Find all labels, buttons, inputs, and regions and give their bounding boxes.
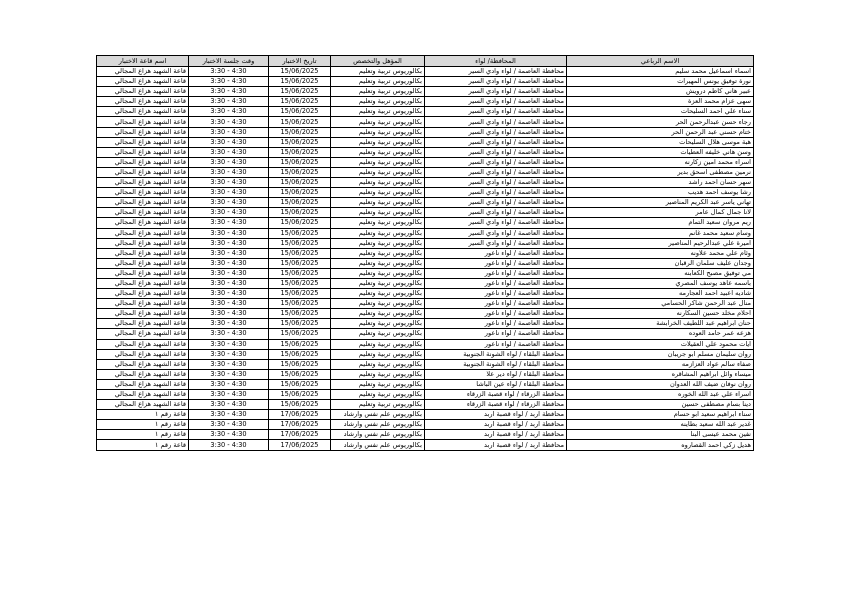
header-governorate: المحافظة/ لواء (425, 56, 567, 67)
cell-hall: قاعة الشهيد هزاع المجالي (97, 127, 189, 137)
cell-qualification: بكالوريوس تربية وتعليم (331, 137, 425, 147)
cell-name: احلام مخلد حسين السكارنه (567, 309, 754, 319)
table-row (97, 127, 754, 137)
cell-hall: قاعة الشهيد هزاع المجالي (97, 208, 189, 218)
cell-session-time: 3:30 - 4:30 (189, 309, 269, 319)
cell-session-time: 3:30 - 4:30 (189, 379, 269, 389)
cell-governorate: محافظة العاصمة / لواء ناعور (425, 289, 567, 299)
cell-exam-date: 15/06/2025 (269, 127, 331, 137)
cell-session-time: 3:30 - 4:30 (189, 278, 269, 288)
cell-governorate: محافظة العاصمة / لواء وادي السير (425, 218, 567, 228)
cell-exam-date: 17/06/2025 (269, 430, 331, 440)
cell-session-time: 3:30 - 4:30 (189, 77, 269, 87)
cell-governorate: محافظة العاصمة / لواء وادي السير (425, 77, 567, 87)
cell-name: هديل زكي احمد القصاروه (567, 440, 754, 450)
cell-hall: قاعة الشهيد هزاع المجالي (97, 309, 189, 319)
cell-hall: قاعة الشهيد هزاع المجالي (97, 107, 189, 117)
cell-name: حنان ابراهيم عبد اللطيف الخرابشة (567, 319, 754, 329)
cell-governorate: محافظة العاصمة / لواء وادي السير (425, 188, 567, 198)
header-session-time: وقت جلسة الاختبار (189, 56, 269, 67)
cell-name: سهر حسان احمد راشد (567, 178, 754, 188)
cell-governorate: محافظة العاصمة / لواء ناعور (425, 248, 567, 258)
table-row (97, 198, 754, 208)
cell-qualification: بكالوريوس تربية وتعليم (331, 77, 425, 87)
cell-session-time: 3:30 - 4:30 (189, 157, 269, 167)
cell-name: روان نوفان ضيف الله العدوان (567, 379, 754, 389)
cell-name: ميساء وائل ابراهيم المشاقره (567, 369, 754, 379)
table-row (97, 359, 754, 369)
cell-qualification: بكالوريوس تربية وتعليم (331, 359, 425, 369)
cell-qualification: بكالوريوس تربية وتعليم (331, 390, 425, 400)
cell-hall: قاعة رقم ١ (97, 420, 189, 430)
cell-governorate: محافظة الزرقاء / لواء قصبة الزرقاء (425, 400, 567, 410)
cell-name: عبير هاني كاظم درويش (567, 87, 754, 97)
cell-governorate: محافظة البلقاء / لواء عين الباشا (425, 379, 567, 389)
cell-governorate: محافظة العاصمة / لواء وادي السير (425, 167, 567, 177)
cell-governorate: محافظة البلقاء / لواء دير علا (425, 369, 567, 379)
cell-qualification: بكالوريوس تربية وتعليم (331, 67, 425, 77)
cell-session-time: 3:30 - 4:30 (189, 440, 269, 450)
cell-governorate: محافظة البلقاء / لواء الشونة الجنوبية (425, 349, 567, 359)
table-row (97, 319, 754, 329)
exam-schedule-table (96, 55, 754, 451)
cell-governorate: محافظة العاصمة / لواء ناعور (425, 309, 567, 319)
table-row (97, 309, 754, 319)
cell-name: سناء ابراهيم سعيد ابو حسام (567, 410, 754, 420)
cell-qualification: بكالوريوس تربية وتعليم (331, 147, 425, 157)
cell-hall: قاعة الشهيد هزاع المجالي (97, 167, 189, 177)
cell-session-time: 3:30 - 4:30 (189, 178, 269, 188)
cell-exam-date: 15/06/2025 (269, 248, 331, 258)
cell-hall: قاعة الشهيد هزاع المجالي (97, 339, 189, 349)
cell-exam-date: 15/06/2025 (269, 359, 331, 369)
cell-governorate: محافظة العاصمة / لواء ناعور (425, 319, 567, 329)
cell-governorate: محافظة العاصمة / لواء وادي السير (425, 238, 567, 248)
cell-qualification: بكالوريوس علم نفس وارشاد (331, 430, 425, 440)
table-row (97, 339, 754, 349)
cell-exam-date: 15/06/2025 (269, 278, 331, 288)
table-row (97, 329, 754, 339)
cell-exam-date: 15/06/2025 (269, 218, 331, 228)
cell-governorate: محافظة العاصمة / لواء ناعور (425, 339, 567, 349)
cell-session-time: 3:30 - 4:30 (189, 359, 269, 369)
cell-exam-date: 15/06/2025 (269, 238, 331, 248)
cell-name: رشا يوسف احمد هديب (567, 188, 754, 198)
cell-qualification: بكالوريوس تربية وتعليم (331, 329, 425, 339)
table-row (97, 379, 754, 389)
cell-governorate: محافظة العاصمة / لواء وادي السير (425, 117, 567, 127)
table-row (97, 420, 754, 430)
cell-governorate: محافظة العاصمة / لواء ناعور (425, 329, 567, 339)
cell-exam-date: 15/06/2025 (269, 67, 331, 77)
cell-exam-date: 15/06/2025 (269, 198, 331, 208)
cell-session-time: 3:30 - 4:30 (189, 390, 269, 400)
table-body (97, 67, 754, 451)
cell-exam-date: 15/06/2025 (269, 390, 331, 400)
cell-governorate: محافظة البلقاء / لواء الشونة الجنوبية (425, 359, 567, 369)
cell-governorate: محافظة العاصمة / لواء ناعور (425, 258, 567, 268)
cell-qualification: بكالوريوس تربية وتعليم (331, 208, 425, 218)
cell-name: نورة توفيق يونس المهيرات (567, 77, 754, 87)
cell-hall: قاعة الشهيد هزاع المجالي (97, 289, 189, 299)
cell-hall: قاعة الشهيد هزاع المجالي (97, 248, 189, 258)
cell-session-time: 3:30 - 4:30 (189, 117, 269, 127)
cell-governorate: محافظة العاصمة / لواء وادي السير (425, 137, 567, 147)
cell-exam-date: 15/06/2025 (269, 319, 331, 329)
cell-qualification: بكالوريوس تربية وتعليم (331, 117, 425, 127)
table-row (97, 299, 754, 309)
cell-exam-date: 15/06/2025 (269, 87, 331, 97)
cell-name: اميرة علي عبدالرحيم المناصير (567, 238, 754, 248)
cell-hall: قاعة الشهيد هزاع المجالي (97, 379, 189, 389)
header-exam-date: تاريخ الاختبار (269, 56, 331, 67)
cell-hall: قاعة الشهيد هزاع المجالي (97, 238, 189, 248)
cell-session-time: 3:30 - 4:30 (189, 420, 269, 430)
cell-exam-date: 15/06/2025 (269, 309, 331, 319)
cell-qualification: بكالوريوس تربية وتعليم (331, 178, 425, 188)
cell-qualification: بكالوريوس تربية وتعليم (331, 167, 425, 177)
cell-exam-date: 15/06/2025 (269, 77, 331, 87)
cell-qualification: بكالوريوس تربية وتعليم (331, 198, 425, 208)
cell-governorate: محافظة العاصمة / لواء ناعور (425, 268, 567, 278)
cell-qualification: بكالوريوس تربية وتعليم (331, 127, 425, 137)
cell-name: نرمين مصطفى اسحق بدير (567, 167, 754, 177)
cell-qualification: بكالوريوس علم نفس وارشاد (331, 440, 425, 450)
cell-qualification: بكالوريوس تربية وتعليم (331, 218, 425, 228)
cell-session-time: 3:30 - 4:30 (189, 238, 269, 248)
cell-session-time: 3:30 - 4:30 (189, 329, 269, 339)
cell-session-time: 3:30 - 4:30 (189, 97, 269, 107)
cell-hall: قاعة الشهيد هزاع المجالي (97, 117, 189, 127)
cell-session-time: 3:30 - 4:30 (189, 258, 269, 268)
cell-session-time: 3:30 - 4:30 (189, 228, 269, 238)
cell-hall: قاعة الشهيد هزاع المجالي (97, 178, 189, 188)
cell-name: رجاء حسن عبدالرحمن الحر (567, 117, 754, 127)
cell-name: هزعه عمر حامد العوده (567, 329, 754, 339)
cell-session-time: 3:30 - 4:30 (189, 67, 269, 77)
cell-exam-date: 15/06/2025 (269, 299, 331, 309)
table-row (97, 228, 754, 238)
table-header-row (97, 56, 754, 67)
cell-qualification: بكالوريوس تربية وتعليم (331, 349, 425, 359)
cell-governorate: محافظة العاصمة / لواء ناعور (425, 278, 567, 288)
table-row (97, 157, 754, 167)
cell-exam-date: 15/06/2025 (269, 137, 331, 147)
table-row (97, 97, 754, 107)
table-row (97, 248, 754, 258)
cell-session-time: 3:30 - 4:30 (189, 127, 269, 137)
cell-session-time: 3:30 - 4:30 (189, 167, 269, 177)
header-qualification: المؤهل والتخصص (331, 56, 425, 67)
cell-qualification: بكالوريوس تربية وتعليم (331, 289, 425, 299)
table-row (97, 400, 754, 410)
cell-name: صفاء سالم عواد العزازمه (567, 359, 754, 369)
cell-governorate: محافظة العاصمة / لواء وادي السير (425, 67, 567, 77)
table-row (97, 238, 754, 248)
cell-hall: قاعة الشهيد هزاع المجالي (97, 400, 189, 410)
cell-exam-date: 15/06/2025 (269, 117, 331, 127)
cell-governorate: محافظة العاصمة / لواء وادي السير (425, 178, 567, 188)
cell-exam-date: 15/06/2025 (269, 97, 331, 107)
cell-governorate: محافظة العاصمة / لواء وادي السير (425, 97, 567, 107)
cell-governorate: محافظة العاصمة / لواء وادي السير (425, 127, 567, 137)
cell-exam-date: 15/06/2025 (269, 147, 331, 157)
table-row (97, 278, 754, 288)
cell-governorate: محافظة العاصمة / لواء وادي السير (425, 228, 567, 238)
cell-hall: قاعة الشهيد هزاع المجالي (97, 349, 189, 359)
cell-hall: قاعة الشهيد هزاع المجالي (97, 359, 189, 369)
cell-session-time: 3:30 - 4:30 (189, 87, 269, 97)
cell-exam-date: 15/06/2025 (269, 167, 331, 177)
cell-session-time: 3:30 - 4:30 (189, 198, 269, 208)
cell-qualification: بكالوريوس تربية وتعليم (331, 107, 425, 117)
cell-hall: قاعة رقم ١ (97, 440, 189, 450)
cell-hall: قاعة الشهيد هزاع المجالي (97, 97, 189, 107)
cell-session-time: 3:30 - 4:30 (189, 410, 269, 420)
cell-hall: قاعة الشهيد هزاع المجالي (97, 188, 189, 198)
table-row (97, 349, 754, 359)
cell-hall: قاعة الشهيد هزاع المجالي (97, 329, 189, 339)
cell-qualification: بكالوريوس تربية وتعليم (331, 379, 425, 389)
table-row (97, 87, 754, 97)
table-row (97, 390, 754, 400)
cell-hall: قاعة الشهيد هزاع المجالي (97, 390, 189, 400)
table-row (97, 430, 754, 440)
table-row (97, 208, 754, 218)
cell-name: ختام حسني عبد الرحمن الحر (567, 127, 754, 137)
cell-exam-date: 15/06/2025 (269, 268, 331, 278)
cell-hall: قاعة الشهيد هزاع المجالي (97, 157, 189, 167)
cell-exam-date: 15/06/2025 (269, 400, 331, 410)
cell-hall: قاعة الشهيد هزاع المجالي (97, 319, 189, 329)
cell-name: سناء علي احمد السليحات (567, 107, 754, 117)
cell-governorate: محافظة اربد / لواء قصبة اربد (425, 430, 567, 440)
cell-qualification: بكالوريوس تربية وتعليم (331, 369, 425, 379)
cell-exam-date: 17/06/2025 (269, 410, 331, 420)
cell-qualification: بكالوريوس تربية وتعليم (331, 278, 425, 288)
cell-qualification: بكالوريوس تربية وتعليم (331, 319, 425, 329)
table-row (97, 167, 754, 177)
cell-hall: قاعة رقم ١ (97, 430, 189, 440)
cell-exam-date: 15/06/2025 (269, 157, 331, 167)
cell-qualification: بكالوريوس تربية وتعليم (331, 248, 425, 258)
header-name: الاسم الرباعي (567, 56, 754, 67)
cell-session-time: 3:30 - 4:30 (189, 299, 269, 309)
cell-session-time: 3:30 - 4:30 (189, 289, 269, 299)
table-row (97, 117, 754, 127)
cell-hall: قاعة الشهيد هزاع المجالي (97, 369, 189, 379)
table-row (97, 369, 754, 379)
cell-exam-date: 15/06/2025 (269, 369, 331, 379)
cell-qualification: بكالوريوس تربية وتعليم (331, 97, 425, 107)
cell-session-time: 3:30 - 4:30 (189, 268, 269, 278)
cell-hall: قاعة الشهيد هزاع المجالي (97, 147, 189, 157)
cell-governorate: محافظة العاصمة / لواء ناعور (425, 299, 567, 309)
cell-exam-date: 15/06/2025 (269, 178, 331, 188)
cell-governorate: محافظة اربد / لواء قصبة اربد (425, 440, 567, 450)
cell-name: تهاني ياسر عبد الكريم المناصير (567, 198, 754, 208)
cell-session-time: 3:30 - 4:30 (189, 349, 269, 359)
cell-name: روان سليمان مسلم ابو جريبان (567, 349, 754, 359)
cell-hall: قاعة الشهيد هزاع المجالي (97, 87, 189, 97)
cell-hall: قاعة الشهيد هزاع المجالي (97, 67, 189, 77)
cell-hall: قاعة الشهيد هزاع المجالي (97, 198, 189, 208)
cell-governorate: محافظة العاصمة / لواء وادي السير (425, 198, 567, 208)
cell-qualification: بكالوريوس تربية وتعليم (331, 339, 425, 349)
cell-exam-date: 15/06/2025 (269, 379, 331, 389)
cell-qualification: بكالوريوس علم نفس وارشاد (331, 410, 425, 420)
cell-qualification: بكالوريوس تربية وتعليم (331, 188, 425, 198)
cell-hall: قاعة الشهيد هزاع المجالي (97, 299, 189, 309)
cell-governorate: محافظة العاصمة / لواء وادي السير (425, 107, 567, 117)
cell-name: ايات محمود علي العقيلات (567, 339, 754, 349)
cell-qualification: بكالوريوس علم نفس وارشاد (331, 420, 425, 430)
cell-governorate: محافظة الزرقاء / لواء قصبة الزرقاء (425, 390, 567, 400)
cell-session-time: 3:30 - 4:30 (189, 400, 269, 410)
cell-name: اسراء محمد امين زكارنه (567, 157, 754, 167)
cell-qualification: بكالوريوس تربية وتعليم (331, 268, 425, 278)
cell-name: وسام سعيد محمد غانم (567, 228, 754, 238)
cell-session-time: 3:30 - 4:30 (189, 137, 269, 147)
cell-name: وسن هاني خليفه العطيات (567, 147, 754, 157)
table-row (97, 77, 754, 87)
cell-hall: قاعة الشهيد هزاع المجالي (97, 218, 189, 228)
table-row (97, 137, 754, 147)
cell-governorate: محافظة اربد / لواء قصبة اربد (425, 410, 567, 420)
cell-name: نفين محمد عيسى البنا (567, 430, 754, 440)
cell-hall: قاعة الشهيد هزاع المجالي (97, 278, 189, 288)
cell-exam-date: 15/06/2025 (269, 289, 331, 299)
cell-hall: قاعة الشهيد هزاع المجالي (97, 228, 189, 238)
cell-exam-date: 15/06/2025 (269, 208, 331, 218)
table-row (97, 67, 754, 77)
cell-exam-date: 15/06/2025 (269, 329, 331, 339)
table-row (97, 188, 754, 198)
cell-exam-date: 17/06/2025 (269, 420, 331, 430)
cell-session-time: 3:30 - 4:30 (189, 208, 269, 218)
cell-session-time: 3:30 - 4:30 (189, 218, 269, 228)
cell-exam-date: 17/06/2025 (269, 440, 331, 450)
cell-exam-date: 15/06/2025 (269, 339, 331, 349)
cell-qualification: بكالوريوس تربية وتعليم (331, 238, 425, 248)
cell-governorate: محافظة العاصمة / لواء وادي السير (425, 157, 567, 167)
cell-name: باسمه عاهد يوسف المصري (567, 278, 754, 288)
cell-hall: قاعة رقم ١ (97, 410, 189, 420)
cell-name: وئام علي محمد علاونه (567, 248, 754, 258)
table-row (97, 147, 754, 157)
cell-name: هبة موسى هلال السليحات (567, 137, 754, 147)
cell-qualification: بكالوريوس تربية وتعليم (331, 228, 425, 238)
table-row (97, 107, 754, 117)
table-row (97, 218, 754, 228)
cell-name: شاديه اعبيد احمد العجارمه (567, 289, 754, 299)
cell-hall: قاعة الشهيد هزاع المجالي (97, 137, 189, 147)
cell-name: سهى عزام محمد العزة (567, 97, 754, 107)
cell-name: وجدان عليف سلمان الرقبان (567, 258, 754, 268)
header-hall: اسم قاعة الاختبار (97, 56, 189, 67)
cell-exam-date: 15/06/2025 (269, 258, 331, 268)
cell-governorate: محافظة العاصمة / لواء وادي السير (425, 208, 567, 218)
cell-qualification: بكالوريوس تربية وتعليم (331, 400, 425, 410)
cell-qualification: بكالوريوس تربية وتعليم (331, 157, 425, 167)
table-row (97, 178, 754, 188)
cell-qualification: بكالوريوس تربية وتعليم (331, 299, 425, 309)
cell-name: دينا بسام مصطفى حسين (567, 400, 754, 410)
cell-hall: قاعة الشهيد هزاع المجالي (97, 268, 189, 278)
cell-session-time: 3:30 - 4:30 (189, 188, 269, 198)
table-row (97, 258, 754, 268)
cell-name: منال عبد الرحمن شاكر الحسامي (567, 299, 754, 309)
cell-qualification: بكالوريوس تربية وتعليم (331, 309, 425, 319)
cell-session-time: 3:30 - 4:30 (189, 248, 269, 258)
cell-name: اسراء علي عبد الله الخوره (567, 390, 754, 400)
cell-session-time: 3:30 - 4:30 (189, 319, 269, 329)
cell-session-time: 3:30 - 4:30 (189, 147, 269, 157)
cell-governorate: محافظة العاصمة / لواء وادي السير (425, 87, 567, 97)
table-row (97, 268, 754, 278)
cell-qualification: بكالوريوس تربية وتعليم (331, 87, 425, 97)
cell-governorate: محافظة اربد / لواء قصبة اربد (425, 420, 567, 430)
cell-hall: قاعة الشهيد هزاع المجالي (97, 258, 189, 268)
cell-name: مي توفيق مصبح الكعابنه (567, 268, 754, 278)
cell-qualification: بكالوريوس تربية وتعليم (331, 258, 425, 268)
cell-session-time: 3:30 - 4:30 (189, 430, 269, 440)
cell-session-time: 3:30 - 4:30 (189, 107, 269, 117)
cell-exam-date: 15/06/2025 (269, 228, 331, 238)
cell-governorate: محافظة العاصمة / لواء وادي السير (425, 147, 567, 157)
cell-exam-date: 15/06/2025 (269, 349, 331, 359)
cell-name: غدير عبد الله سعيد بطاينه (567, 420, 754, 430)
cell-session-time: 3:30 - 4:30 (189, 369, 269, 379)
table-row (97, 289, 754, 299)
cell-exam-date: 15/06/2025 (269, 188, 331, 198)
table-row (97, 410, 754, 420)
table-row (97, 440, 754, 450)
cell-name: اسماء اسماعيل محمد سليم (567, 67, 754, 77)
cell-name: ريم مروان سعيد التمام (567, 218, 754, 228)
cell-exam-date: 15/06/2025 (269, 107, 331, 117)
cell-session-time: 3:30 - 4:30 (189, 339, 269, 349)
cell-name: لانا جمال كمال عامر (567, 208, 754, 218)
cell-hall: قاعة الشهيد هزاع المجالي (97, 77, 189, 87)
